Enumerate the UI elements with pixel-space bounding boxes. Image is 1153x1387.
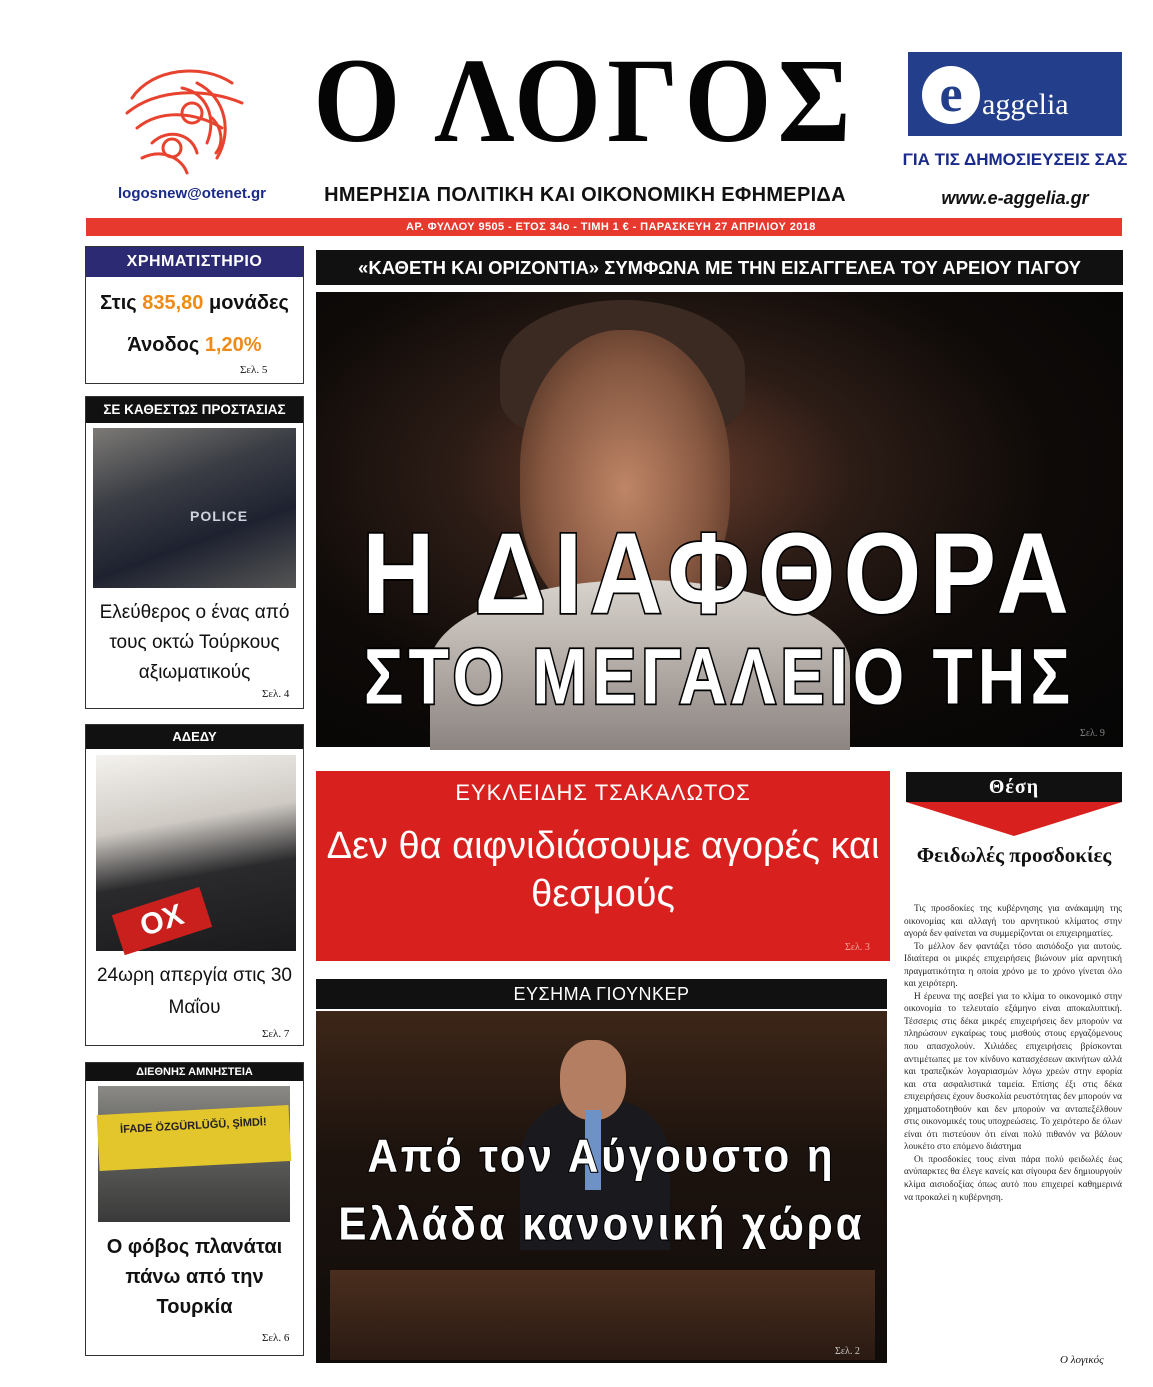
stock-change-prefix: Άνοδος (127, 334, 205, 356)
tsakalotos-story-kicker: ΕΥΚΛΕΙΔΗΣ ΤΣΑΚΑΛΩΤΟΣ (455, 780, 751, 805)
editorial-paragraph: Το μέλλον δεν φαντάζει τόσο αισιόδοξο για αυτούς. Ιδιαίτερα οι μικρές επιχειρήσεις βιώνουν μία αρνητική πραγματικότητα η οποία χρόνο με το χρόνο γίνεται όλο και χειρότερη. (904, 941, 1122, 990)
march-banner-text: İFADE ÖZGÜRLÜĞÜ, ŞİMDİ! (97, 1105, 292, 1171)
editorial-triangle-icon (906, 802, 1122, 836)
amnesty-story-label: ΔΙΕΘΝΗΣ ΑΜΝΗΣΤΕΙΑ (86, 1063, 303, 1081)
lead-headline-secondary[interactable]: ΣΤΟ ΜΕΓΑΛΕΙΟ ΤΗΣ (363, 631, 1076, 721)
eaggelia-logo-word: aggelia (982, 88, 1069, 121)
stock-index-prefix: Στις (100, 292, 143, 314)
strike-story-label: ΑΔΕΔΥ (86, 725, 303, 749)
juncker-story-headline[interactable]: Από τον Αύγουστο η Ελλάδα κανονική χώρα (338, 1129, 865, 1250)
page-reference: Σελ. 6 (262, 1332, 290, 1344)
editorial-signature: Ο λογικός (1060, 1354, 1104, 1366)
stock-index-line (86, 292, 303, 315)
editorial-body (904, 903, 1122, 1204)
juncker-story-kicker: ΕΥΣΗΜΑ ΓΙΟΥΝΚΕΡ (316, 979, 887, 1009)
page-reference: Σελ. 3 (845, 942, 870, 953)
eaggelia-url-link[interactable]: www.e-aggelia.gr (941, 188, 1089, 208)
juncker-photo-face (560, 1040, 626, 1120)
lead-story-kicker: «ΚΑΘΕΤΗ ΚΑΙ ΟΡΙΖΟΝΤΙΑ» ΣΥΜΦΩΝΑ ΜΕ ΤΗΝ ΕΙΣΑΓΓΕΛΕΑ ΤΟΥ ΑΡΕΙΟΥ ΠΑΓΟΥ (316, 250, 1123, 285)
newspaper-subtitle: ΗΜΕΡΗΣΙΑ ΠΟΛΙΤΙΚΗ ΚΑΙ ΟΙΚΟΝΟΜΙΚΗ ΕΦΗΜΕΡΙΔΑ (324, 184, 846, 206)
page-reference: Σελ. 4 (262, 688, 290, 700)
eaggelia-tagline: ΓΙΑ ΤΙΣ ΔΗΜΟΣΙΕΥΣΕΙΣ ΣΑΣ (902, 150, 1128, 169)
newspaper-logo-icon (112, 58, 254, 180)
eaggelia-logo-icon: e (922, 66, 980, 124)
editorial-paragraph: Τις προσδοκίες της κυβέρνησης για ανάκαμψη της οικονομίας και αλλαγή του αρνητικού κλίματος στην αγορά δεν φαίνεται να συμμερίζονται οι επιχειρηματίες. (904, 904, 1122, 940)
tsakalotos-story-headline[interactable]: Δεν θα αιφνιδιάσουμε αγορές και θεσμούς (326, 825, 880, 915)
page-reference: Σελ. 2 (835, 1346, 860, 1357)
page-reference: Σελ. 5 (240, 364, 268, 376)
lead-headline-main[interactable]: Η ΔΙΑΦΘΟΡΑ (362, 509, 1077, 639)
issue-info-bar: ΑΡ. ΦΥΛΛΟΥ 9505 - ΕΤΟΣ 34ο - ΤΙΜΗ 1 € - ΠΑΡΑΣΚΕΥΗ 27 ΑΠΡΙΛΙΟΥ 2018 (86, 218, 1122, 236)
protest-banner-text: ΟΧ (112, 887, 212, 955)
editorial-headline[interactable]: Φειδωλές προσδοκίες (916, 843, 1112, 867)
editorial-paragraph: Η έρευνα της ασεβεί για το κλίμα το οικονομικό στην οικονομία το τελευταίο εξάμηνο είναι αποκαλυπτική. Τέσσερις στις δέκα μικρές επιχειρήσεις δεν μπορούν να πληρώσουν εγκαίρως τους μισθούς στους εργαζόμενους που απασχολούν. Χιλιάδες επιχειρήσεις βρίσκονται αντιμέτωπες με τον κίνδυνο κατασχέσεων ακινήτων αλλά και τραπεζικών λογαριασμών λόγω χρεών στην εφορία και στα ασφαλιστικά ταμεία. Επίσης έξι στις δέκα επιχειρήσεις έχουν δυσκολία ρευστότητας δεν μπορούν να χρηματοδοτηθούν και δεν μπορούν να ανταπεξέλθουν στις οικονομικές τους υποχρεώσεις. Το χειρότερο δε όλων είναι ότι πιστεύουν ότι είναι πολύ πιθανόν να βάλουν λουκέτο στο επόμενο διάστημα (904, 991, 1122, 1153)
contact-email[interactable]: logosnew@otenet.gr (118, 185, 266, 202)
stock-index-value: 835,80 (142, 292, 204, 314)
newspaper-title: Ο ΛΟΓΟΣ (313, 34, 857, 168)
page-reference: Σελ. 7 (262, 1028, 290, 1040)
editorial-label: Θέση (906, 772, 1122, 802)
police-vest-text: POLICE (190, 508, 249, 524)
protection-story-headline[interactable]: Ελεύθερος ο ένας από τους οκτώ Τούρκους αξιωματικούς (99, 602, 290, 683)
stock-market-label: ΧΡΗΜΑΤΙΣΤΗΡΙΟ (86, 247, 303, 277)
stock-index-unit: μονάδες (203, 292, 289, 314)
amnesty-story-headline[interactable]: Ο φόβος πλανάται πάνω από την Τουρκία (106, 1236, 283, 1318)
stock-change-value: 1,20% (204, 334, 262, 356)
protection-story-label: ΣΕ ΚΑΘΕΣΤΩΣ ΠΡΟΣΤΑΣΙΑΣ (86, 397, 303, 423)
juncker-photo-podium (330, 1270, 875, 1360)
page-reference: Σελ. 9 (1080, 728, 1105, 739)
editorial-paragraph: Οι προσδοκίες τους είναι πάρα πολύ φειδωλές έως ανύπαρκτες θα έλεγε κανείς και σίγουρα δεν δημιουργούν κλίμα αισιοδοξίας όπως αυτό που επιχειρεί καθημερινά να προκαλεί η κυβέρνηση. (904, 1154, 1122, 1203)
strike-story-headline[interactable]: 24ωρη απεργία στις 30 Μαΐου (96, 965, 292, 1018)
stock-change-line (86, 334, 303, 357)
